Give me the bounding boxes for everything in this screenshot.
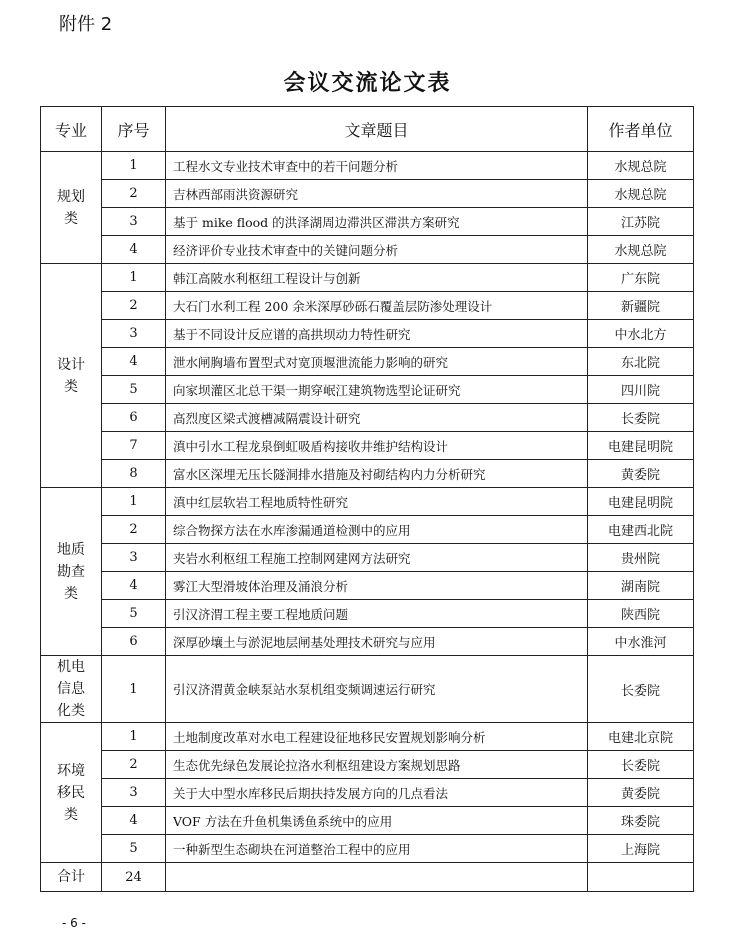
author-unit-cell: 上海院	[588, 835, 694, 863]
title-cell: 经济评价专业技术审查中的关键问题分析	[166, 236, 588, 264]
table-row	[41, 460, 694, 488]
number-cell: 4	[102, 807, 166, 835]
table-row	[41, 723, 694, 751]
number-cell: 1	[102, 723, 166, 751]
table-row	[41, 376, 694, 404]
number-cell: 7	[102, 432, 166, 460]
category-cell: 规划类	[41, 152, 102, 264]
title-cell: 泄水闸胸墙布置型式对宽顶堰泄流能力影响的研究	[166, 348, 588, 376]
title-cell: 吉林西部雨洪资源研究	[166, 180, 588, 208]
author-unit-cell: 贵州院	[588, 544, 694, 572]
table-row	[41, 236, 694, 264]
author-unit-cell: 新疆院	[588, 292, 694, 320]
header-major: 专业	[41, 107, 102, 152]
number-cell: 4	[102, 572, 166, 600]
author-unit-cell: 电建昆明院	[588, 432, 694, 460]
title-cell: 生态优先绿色发展论拉洛水利枢纽建设方案规划思路	[166, 751, 588, 779]
category-cell: 设计类	[41, 264, 102, 488]
title-cell: 雾江大型滑坡体治理及涌浪分析	[166, 572, 588, 600]
author-unit-cell: 水规总院	[588, 236, 694, 264]
author-unit-cell: 长委院	[588, 751, 694, 779]
author-unit-cell: 电建西北院	[588, 516, 694, 544]
total-empty-cell	[588, 863, 694, 892]
title-cell: 高烈度区梁式渡槽减隔震设计研究	[166, 404, 588, 432]
number-cell: 1	[102, 152, 166, 180]
table-header-row	[41, 107, 694, 152]
number-cell: 1	[102, 488, 166, 516]
number-cell: 3	[102, 208, 166, 236]
table-row	[41, 544, 694, 572]
papers-table	[40, 106, 694, 892]
title-cell: 土地制度改革对水电工程建设征地移民安置规划影响分析	[166, 723, 588, 751]
author-unit-cell: 四川院	[588, 376, 694, 404]
category-cell: 机电信息化类	[41, 656, 102, 723]
table-row	[41, 432, 694, 460]
author-unit-cell: 电建北京院	[588, 723, 694, 751]
header-number: 序号	[102, 107, 166, 152]
number-cell: 4	[102, 236, 166, 264]
number-cell: 2	[102, 751, 166, 779]
title-cell: 滇中红层软岩工程地质特性研究	[166, 488, 588, 516]
number-cell: 4	[102, 348, 166, 376]
author-unit-cell: 东北院	[588, 348, 694, 376]
number-cell: 3	[102, 779, 166, 807]
table-row	[41, 516, 694, 544]
header-author-unit: 作者单位	[588, 107, 694, 152]
title-cell: 引汉济渭黄金峡泵站水泵机组变频调速运行研究	[166, 656, 588, 723]
category-cell: 地质勘查类	[41, 488, 102, 656]
title-cell: 富水区深埋无压长隧洞排水措施及衬砌结构内力分析研究	[166, 460, 588, 488]
author-unit-cell: 湖南院	[588, 572, 694, 600]
header-title: 文章题目	[166, 107, 588, 152]
total-count: 24	[102, 863, 166, 892]
table-row	[41, 779, 694, 807]
author-unit-cell: 广东院	[588, 264, 694, 292]
title-cell: 工程水文专业技术审查中的若干问题分析	[166, 152, 588, 180]
author-unit-cell: 中水北方	[588, 320, 694, 348]
table-row	[41, 180, 694, 208]
table-row	[41, 348, 694, 376]
number-cell: 2	[102, 292, 166, 320]
table-row	[41, 320, 694, 348]
number-cell: 5	[102, 835, 166, 863]
author-unit-cell: 长委院	[588, 404, 694, 432]
table-row	[41, 292, 694, 320]
number-cell: 6	[102, 404, 166, 432]
title-cell: 深厚砂壤土与淤泥地层闸基处理技术研究与应用	[166, 628, 588, 656]
author-unit-cell: 水规总院	[588, 152, 694, 180]
table-row	[41, 404, 694, 432]
number-cell: 1	[102, 656, 166, 723]
author-unit-cell: 水规总院	[588, 180, 694, 208]
category-cell: 环境移民类	[41, 723, 102, 863]
title-cell: 基于不同设计反应谱的高拱坝动力特性研究	[166, 320, 588, 348]
author-unit-cell: 江苏院	[588, 208, 694, 236]
page-number: - 6 -	[62, 916, 86, 930]
title-cell: 大石门水利工程 200 余米深厚砂砾石覆盖层防渗处理设计	[166, 292, 588, 320]
title-cell: 向家坝灌区北总干渠一期穿岷江建筑物选型论证研究	[166, 376, 588, 404]
title-cell: 一种新型生态砌块在河道整治工程中的应用	[166, 835, 588, 863]
author-unit-cell: 陕西院	[588, 600, 694, 628]
author-unit-cell: 黄委院	[588, 779, 694, 807]
total-row	[41, 863, 694, 892]
total-empty-cell	[166, 863, 588, 892]
attachment-label: 附件 2	[59, 14, 113, 35]
author-unit-cell: 长委院	[588, 656, 694, 723]
author-unit-cell: 黄委院	[588, 460, 694, 488]
title-cell: 引汉济渭工程主要工程地质问题	[166, 600, 588, 628]
title-cell: 综合物探方法在水库渗漏通道检测中的应用	[166, 516, 588, 544]
author-unit-cell: 电建昆明院	[588, 488, 694, 516]
title-cell: 夹岩水利枢纽工程施工控制网建网方法研究	[166, 544, 588, 572]
table-row	[41, 600, 694, 628]
table-row	[41, 628, 694, 656]
number-cell: 6	[102, 628, 166, 656]
author-unit-cell: 珠委院	[588, 807, 694, 835]
title-cell: VOF 方法在升鱼机集诱鱼系统中的应用	[166, 807, 588, 835]
table-row	[41, 152, 694, 180]
table-row	[41, 488, 694, 516]
title-cell: 韩江高陂水利枢纽工程设计与创新	[166, 264, 588, 292]
number-cell: 5	[102, 600, 166, 628]
total-label: 合计	[41, 863, 102, 892]
number-cell: 2	[102, 516, 166, 544]
table-row	[41, 656, 694, 723]
number-cell: 8	[102, 460, 166, 488]
page-title: 会议交流论文表	[283, 70, 452, 96]
title-cell: 关于大中型水库移民后期扶持发展方向的几点看法	[166, 779, 588, 807]
table-row	[41, 572, 694, 600]
number-cell: 2	[102, 180, 166, 208]
title-cell: 滇中引水工程龙泉倒虹吸盾构接收井维护结构设计	[166, 432, 588, 460]
table-row	[41, 751, 694, 779]
number-cell: 3	[102, 544, 166, 572]
table-row	[41, 208, 694, 236]
table-row	[41, 807, 694, 835]
table-body	[41, 152, 694, 863]
table-row	[41, 264, 694, 292]
table-row	[41, 835, 694, 863]
number-cell: 3	[102, 320, 166, 348]
title-cell: 基于 mike flood 的洪泽湖周边滞洪区滞洪方案研究	[166, 208, 588, 236]
author-unit-cell: 中水淮河	[588, 628, 694, 656]
number-cell: 5	[102, 376, 166, 404]
number-cell: 1	[102, 264, 166, 292]
